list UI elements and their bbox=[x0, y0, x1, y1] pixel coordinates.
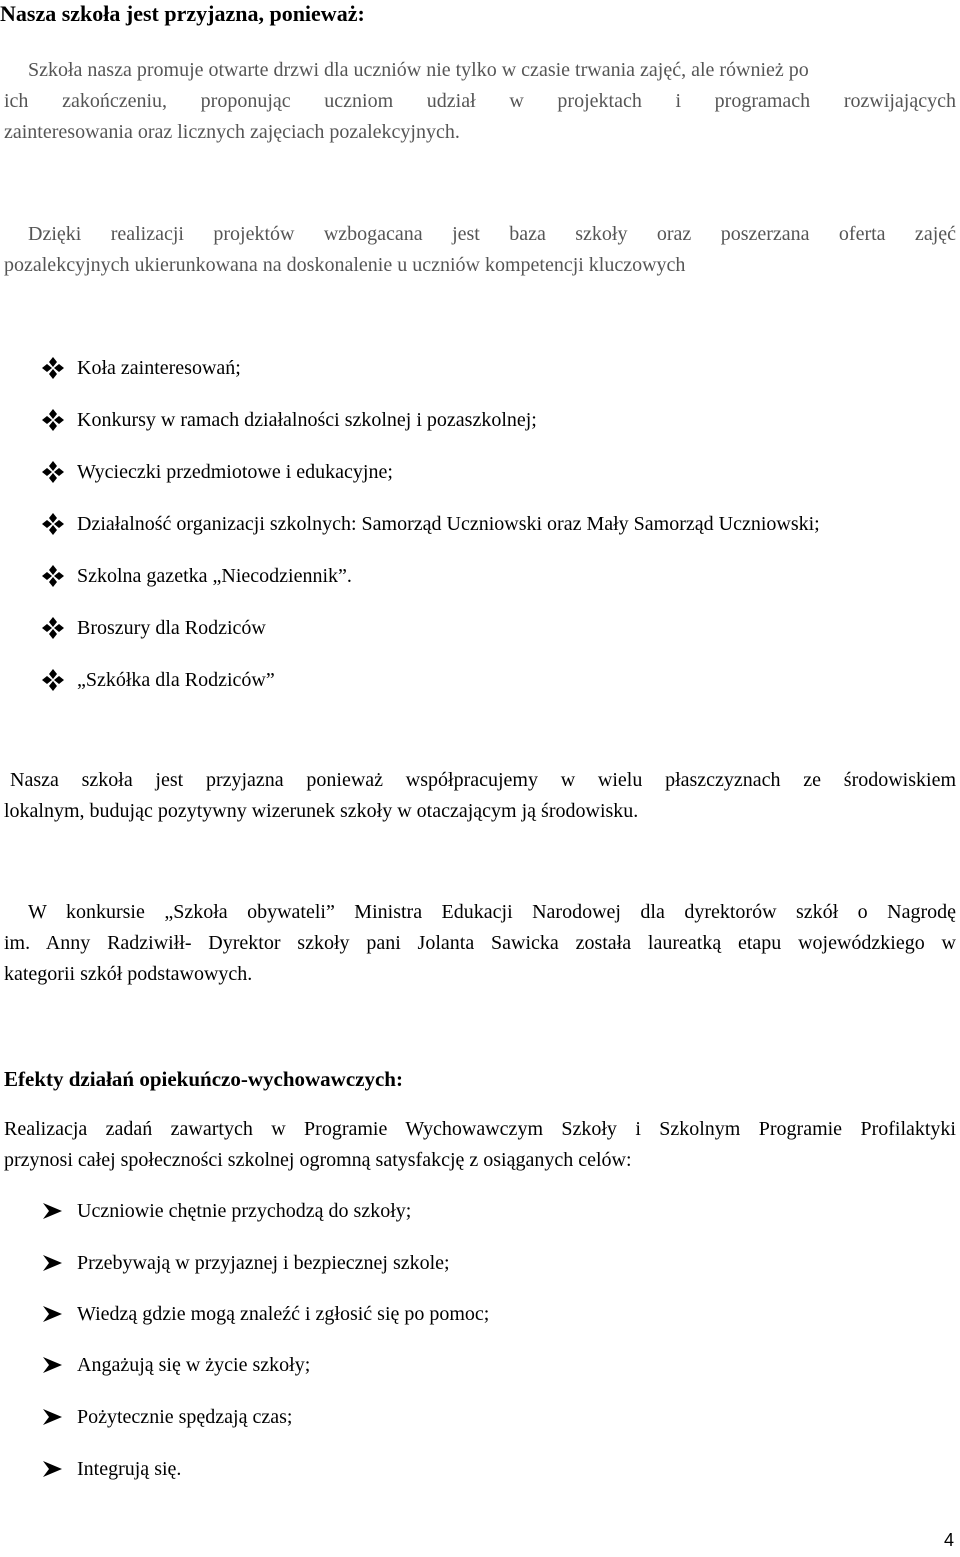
paragraph-program-effects bbox=[4, 1114, 956, 1176]
list-item-text: Działalność organizacji szkolnych: Samorząd Uczniowski oraz Mały Samorząd Uczniowski; bbox=[77, 513, 820, 535]
list-item-text: Konkursy w ramach działalności szkolnej i pozaszkolnej; bbox=[77, 409, 537, 431]
list-item-text: „Szkółka dla Rodziców” bbox=[77, 669, 275, 691]
list-item-text: Broszury dla Rodziców bbox=[77, 617, 266, 639]
paragraph-line: Nasza szkoła jest przyjazna ponieważ współpracujemy w wielu płaszczyznach ze środowiskiem bbox=[10, 769, 956, 791]
activities-list bbox=[40, 355, 940, 695]
list-item-text: Wiedzą gdzie mogą znaleźć i zgłosić się po pomoc; bbox=[77, 1303, 490, 1325]
list-item-text: Wycieczki przedmiotowe i edukacyjne; bbox=[77, 461, 393, 483]
list-item-text: Integrują się. bbox=[77, 1458, 182, 1480]
paragraph-line: pozalekcyjnych ukierunkowana na doskonalenie u uczniów kompetencji kluczowych bbox=[4, 254, 686, 276]
arrowhead-bullet-icon bbox=[40, 1352, 66, 1378]
arrowhead-bullet-icon bbox=[40, 1404, 66, 1430]
paragraph-line: W konkursie „Szkoła obywateli” Ministra Edukacji Narodowej dla dyrektorów szkół o Nagrodę bbox=[28, 901, 956, 923]
paragraph-open-doors bbox=[4, 55, 956, 148]
four-diamond-bullet-icon bbox=[40, 667, 66, 693]
four-diamond-bullet-icon bbox=[40, 459, 66, 485]
arrowhead-bullet-icon bbox=[40, 1456, 66, 1482]
list-item-text: Angażują się w życie szkoły; bbox=[77, 1354, 311, 1376]
four-diamond-bullet-icon bbox=[40, 355, 66, 381]
arrowhead-bullet-icon bbox=[40, 1250, 66, 1276]
effects-list bbox=[40, 1198, 940, 1488]
paragraph-competition bbox=[4, 897, 956, 990]
paragraph-line: lokalnym, budując pozytywny wizerunek szkoły w otaczającym ją środowisku. bbox=[4, 800, 639, 822]
arrowhead-bullet-icon bbox=[40, 1301, 66, 1327]
list-item-text: Uczniowie chętnie przychodzą do szkoły; bbox=[77, 1200, 412, 1222]
paragraph-projects bbox=[4, 219, 956, 281]
list-item-text: Przebywają w przyjaznej i bezpiecznej szkole; bbox=[77, 1252, 450, 1274]
four-diamond-bullet-icon bbox=[40, 407, 66, 433]
four-diamond-bullet-icon bbox=[40, 511, 66, 537]
section-heading-friendly-school: Nasza szkoła jest przyjazna, ponieważ: bbox=[0, 1, 365, 26]
four-diamond-bullet-icon bbox=[40, 563, 66, 589]
list-item-text: Szkolna gazetka „Niecodziennik”. bbox=[77, 565, 352, 587]
list-item-text: Koła zainteresowań; bbox=[77, 357, 241, 379]
paragraph-cooperation bbox=[4, 765, 956, 827]
paragraph-line: kategorii szkół podstawowych. bbox=[4, 963, 253, 985]
four-diamond-bullet-icon bbox=[40, 615, 66, 641]
arrowhead-bullet-icon bbox=[40, 1198, 66, 1224]
paragraph-line: Realizacja zadań zawartych w Programie Wychowawczym Szkoły i Szkolnym Programie Profilaktyki bbox=[4, 1118, 956, 1140]
paragraph-line: zainteresowania oraz licznych zajęciach pozalekcyjnych. bbox=[4, 121, 460, 143]
paragraph-line: ich zakończeniu, proponując uczniom udział w projektach i programach rozwijających bbox=[4, 90, 956, 112]
list-item-text: Pożytecznie spędzają czas; bbox=[77, 1406, 293, 1428]
paragraph-line: im. Anny Radziwiłł- Dyrektor szkoły pani Jolanta Sawicka została laureatką etapu wojewódzkiego w bbox=[4, 932, 956, 954]
section-heading-effects: Efekty działań opiekuńczo-wychowawczych: bbox=[4, 1067, 403, 1091]
paragraph-line: przynosi całej społeczności szkolnej ogromną satysfakcję z osiąganych celów: bbox=[4, 1149, 632, 1171]
paragraph-line: Szkoła nasza promuje otwarte drzwi dla uczniów nie tylko w czasie trwania zajęć, ale również po bbox=[28, 59, 809, 81]
page-number: 4 bbox=[943, 1530, 954, 1550]
paragraph-line: Dzięki realizacji projektów wzbogacana jest baza szkoły oraz poszerzana oferta zajęć bbox=[28, 223, 956, 245]
